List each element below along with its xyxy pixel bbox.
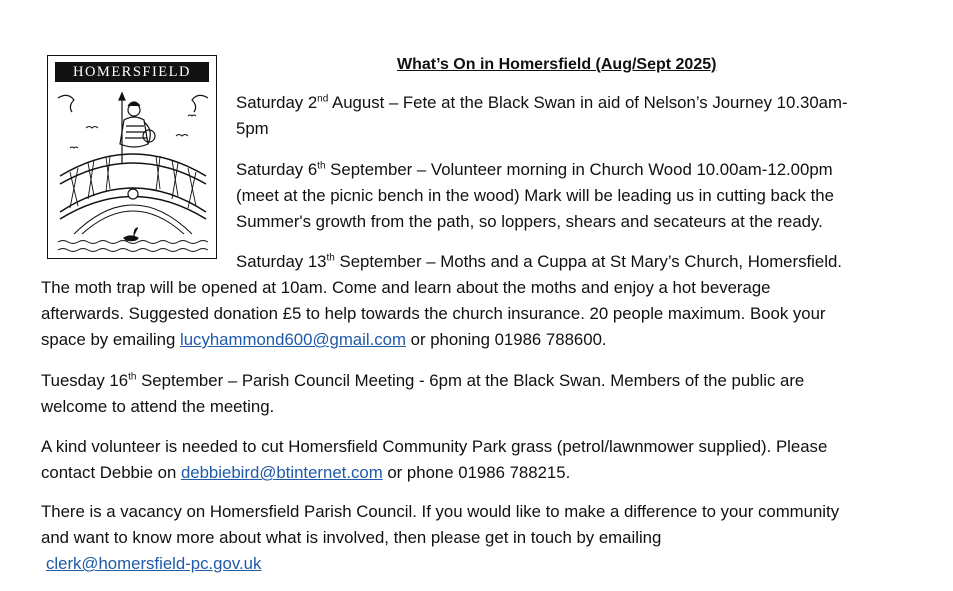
clerk-email-link[interactable]: clerk@homersfield-pc.gov.uk bbox=[46, 554, 262, 573]
notice-grass-cutting bbox=[41, 434, 827, 486]
event-volunteer-line-3: Summer's growth from the path, so loppers, shears and secateurs at the ready. bbox=[236, 212, 823, 231]
event-council-line-2: welcome to attend the meeting. bbox=[41, 397, 275, 416]
notice-vacancy-line-2: and want to know more about what is involved, then please get in touch by emailing bbox=[41, 528, 662, 547]
notice-grass-line-2: contact Debbie on debbiebird@btinternet.com or phone 01986 788215. bbox=[41, 463, 571, 482]
event-moths-line-3: afterwards. Suggested donation £5 to help towards the church insurance. 20 people maximum. Book your bbox=[41, 304, 826, 323]
event-moths-line-1: Saturday 13th September – Moths and a Cuppa at St Mary’s Church, Homersfield. bbox=[236, 252, 842, 271]
event-volunteer-morning bbox=[236, 157, 834, 235]
event-moths-cuppa bbox=[41, 249, 842, 353]
notice-vacancy-line-3 bbox=[41, 551, 839, 577]
homersfield-logo bbox=[47, 55, 217, 259]
event-fete-line-2: 5pm bbox=[236, 119, 269, 138]
lucy-email-link[interactable]: lucyhammond600@gmail.com bbox=[180, 330, 406, 349]
event-fete bbox=[236, 90, 848, 142]
event-moths-line-2: The moth trap will be opened at 10am. Come and learn about the moths and enjoy a hot beverage bbox=[41, 278, 771, 297]
notice-council-vacancy bbox=[41, 499, 839, 577]
event-fete-line-1: Saturday 2nd August – Fete at the Black Swan in aid of Nelson’s Journey 10.30am- bbox=[236, 93, 848, 112]
notice-vacancy-line-1: There is a vacancy on Homersfield Parish Council. If you would like to make a difference to your community bbox=[41, 502, 840, 521]
logo-band-text: HOMERSFIELD bbox=[55, 62, 209, 82]
event-moths-line-4: space by emailing lucyhammond600@gmail.com or phoning 01986 788600. bbox=[41, 330, 607, 349]
bridge-figure-illustration bbox=[48, 56, 218, 260]
page-title: What’s On in Homersfield (Aug/Sept 2025) bbox=[397, 56, 717, 73]
debbie-email-link[interactable]: debbiebird@btinternet.com bbox=[180, 463, 383, 482]
event-council-line-1: Tuesday 16th September – Parish Council Meeting - 6pm at the Black Swan. Members of the public are bbox=[41, 371, 805, 390]
event-volunteer-line-2: (meet at the picnic bench in the wood) Mark will be leading us in cutting back the bbox=[236, 186, 834, 205]
event-volunteer-line-1: Saturday 6th September – Volunteer morning in Church Wood 10.00am-12.00pm bbox=[236, 160, 833, 179]
event-council-meeting bbox=[41, 368, 804, 420]
notice-grass-line-1: A kind volunteer is needed to cut Homersfield Community Park grass (petrol/lawnmower supplied). Please bbox=[41, 437, 828, 456]
